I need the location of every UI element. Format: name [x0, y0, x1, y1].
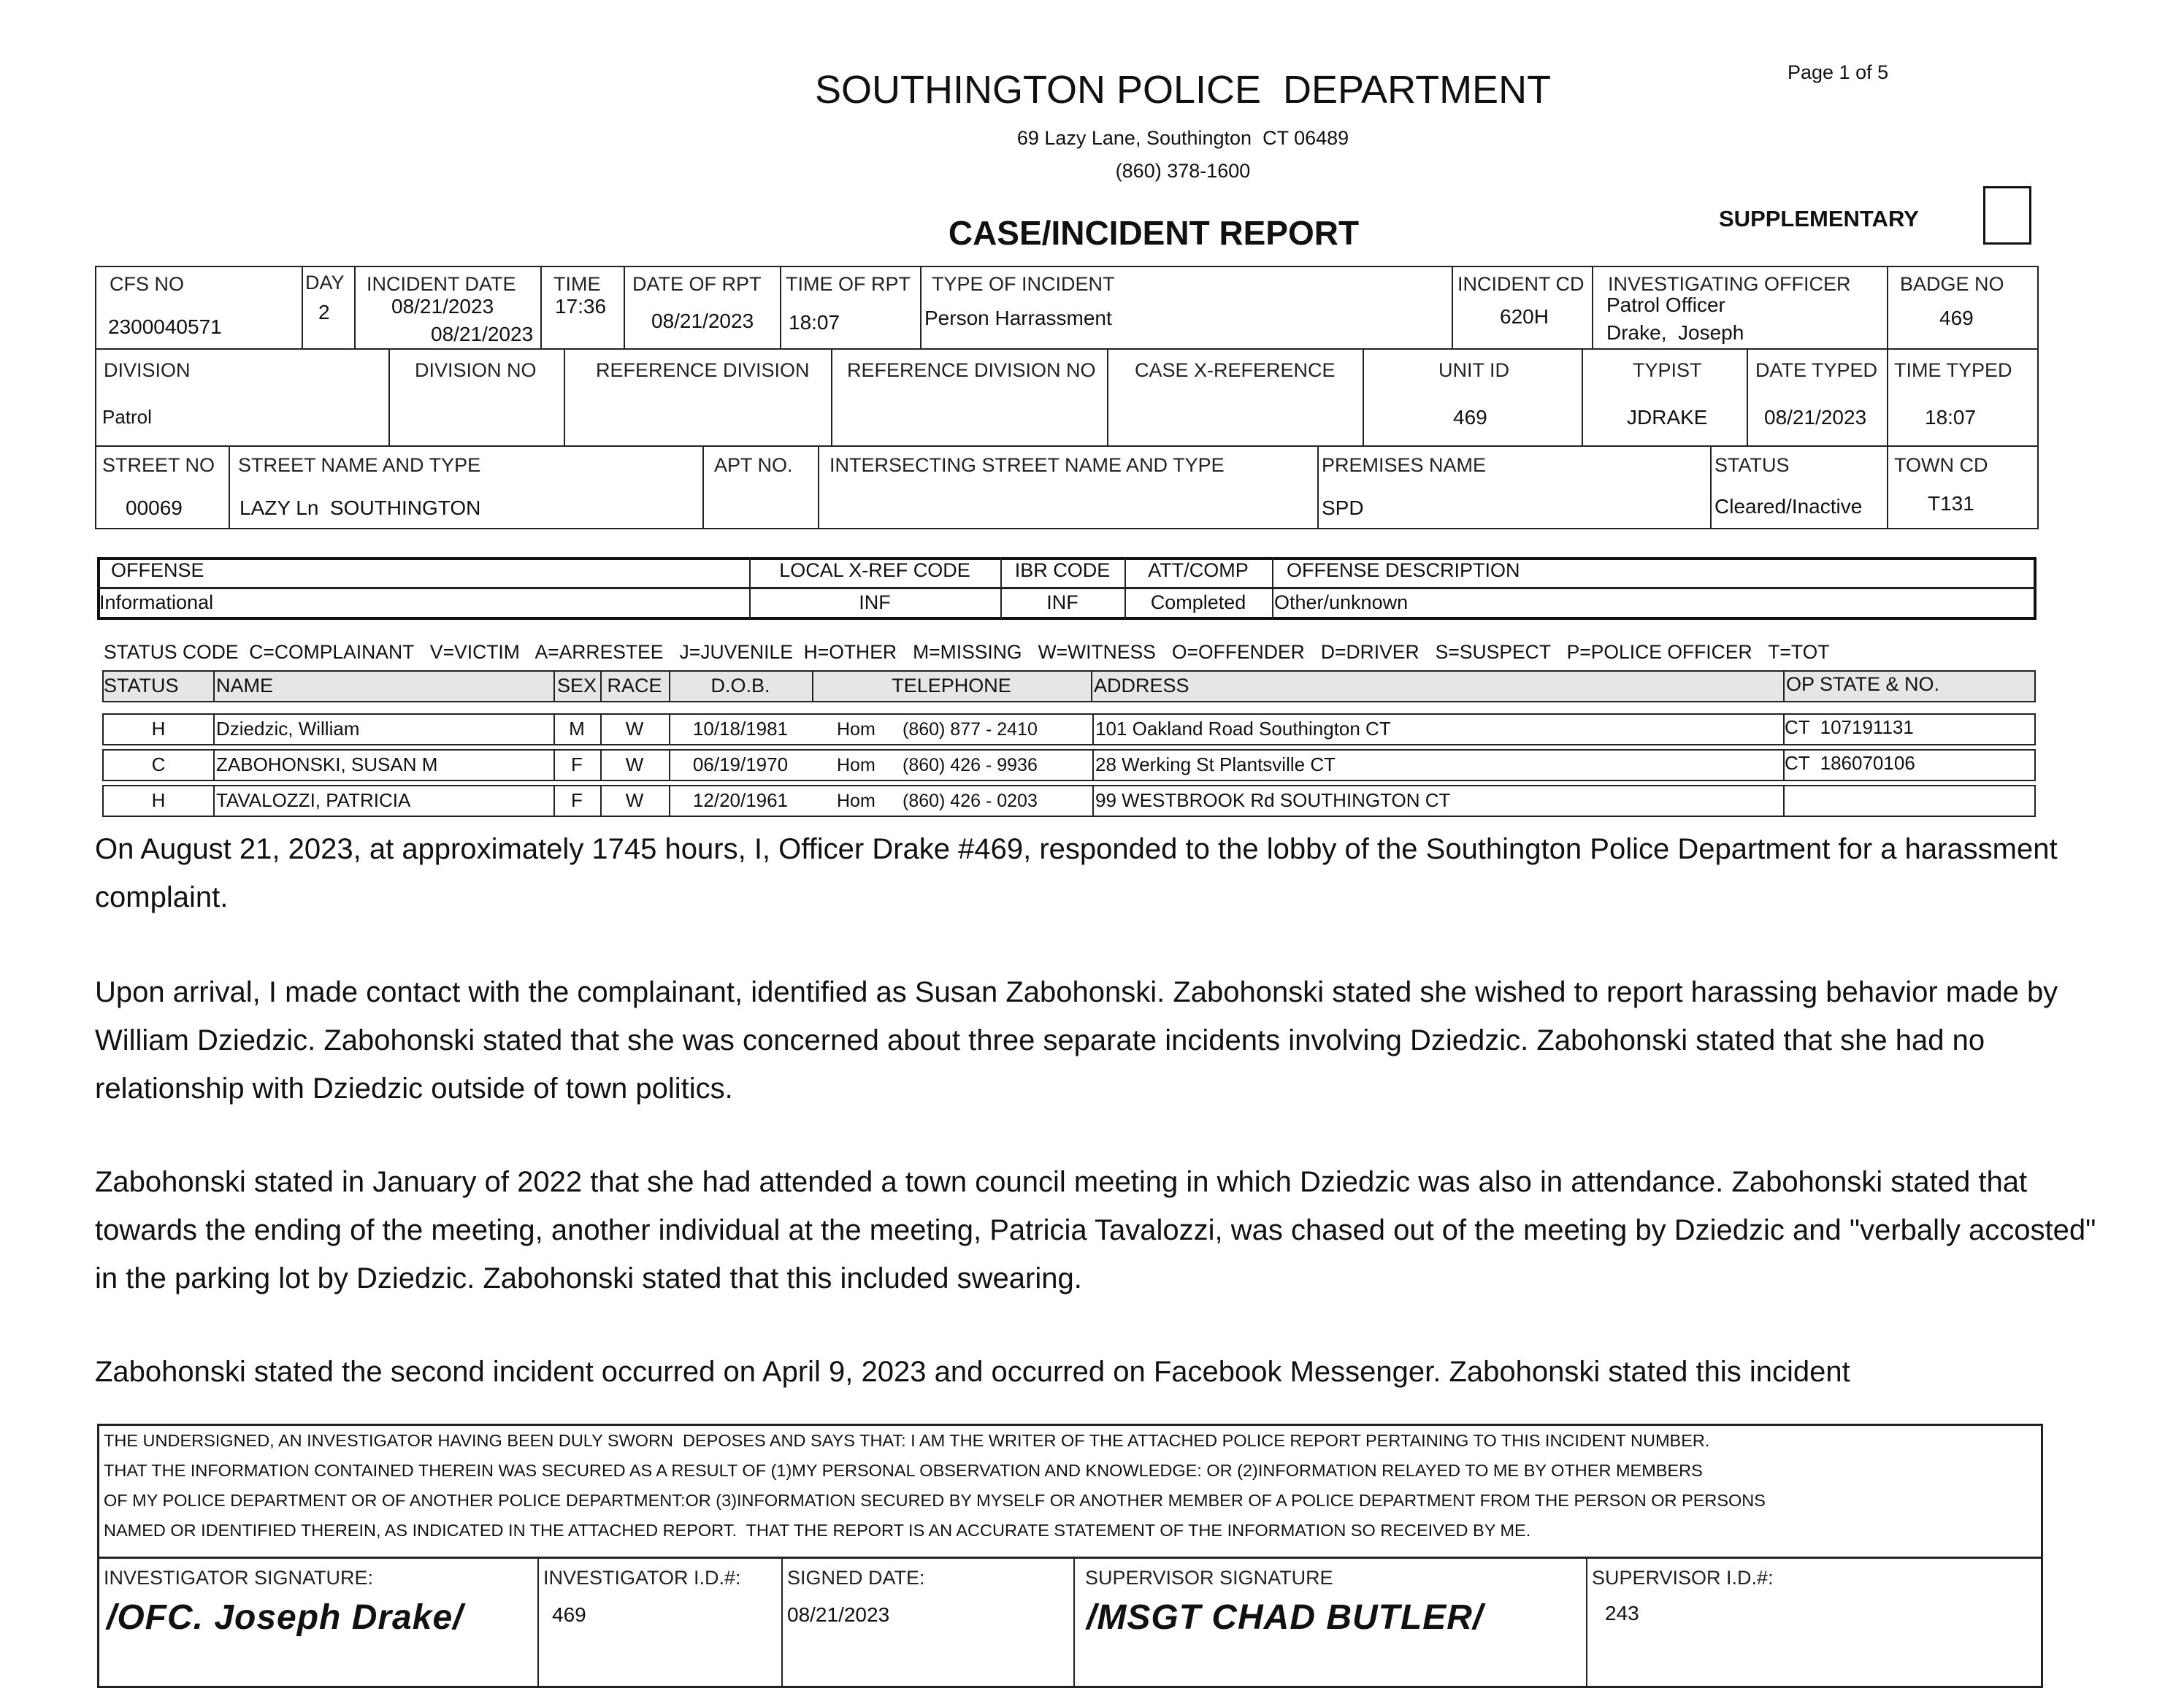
person-name: TAVALOZZI, PATRICIA — [216, 789, 411, 811]
reference-division-no-label: REFERENCE DIVISION NO — [847, 359, 1096, 381]
offense-label: OFFENSE — [111, 559, 204, 581]
supervisor-signature-label: SUPERVISOR SIGNATURE — [1085, 1567, 1333, 1589]
officer-title: Patrol Officer — [1606, 294, 1725, 316]
agency-address: 69 Lazy Lane, Southington CT 06489 — [1016, 127, 1349, 149]
person-race: W — [625, 789, 644, 811]
supplementary-checkbox[interactable] — [1983, 186, 2031, 245]
apt-no-label: APT NO. — [714, 454, 793, 476]
table-row — [102, 713, 2036, 745]
cfs-no-label: CFS NO — [110, 273, 185, 295]
time-typed-value: 18:07 — [1925, 406, 1977, 429]
intersecting-street-label: INTERSECTING STREET NAME AND TYPE — [829, 454, 1225, 476]
persons-telephone-header: TELEPHONE — [892, 675, 1011, 697]
time-of-rpt-label: TIME OF RPT — [786, 273, 911, 295]
local-xref-value: INF — [859, 591, 891, 613]
affidavit-line-2: THAT THE INFORMATION CONTAINED THEREIN WAS SECURED AS A RESULT OF (1)MY PERSONAL OBSERVATION AND KNOWLEDGE: OR (2)INFORMATION RELAYED TO ME BY OTHER MEMBERS — [104, 1461, 1703, 1480]
table-row — [102, 785, 2036, 817]
narrative-paragraph-2: Upon arrival, I made contact with the complainant, identified as Susan Zabohonski. Zabohonski stated she wished to report harassing behavior made by William Dziedzic. Zabohonski stated that she was concerned about three separate incidents involving Dziedzic. Zabohonski stated that she had no relationship with Dziedzic outside of town politics. — [95, 976, 2058, 1105]
persons-sex-header: SEX — [556, 675, 597, 697]
agency-phone: (860) 378-1600 — [1115, 160, 1251, 182]
unit-id-value: 469 — [1453, 406, 1487, 429]
typist-value: JDRAKE — [1627, 406, 1708, 429]
type-of-incident-label: TYPE OF INCIDENT — [932, 273, 1115, 295]
affidavit-line-4: NAMED OR IDENTIFIED THEREIN, AS INDICATED IN THE ATTACHED REPORT. THAT THE REPORT IS AN ACCURATE STATEMENT OF THE INFORMATION SO RECEIVED BY ME. — [104, 1521, 1531, 1540]
person-address: 99 WESTBROOK Rd SOUTHINGTON CT — [1095, 789, 1451, 811]
reference-division-label: REFERENCE DIVISION — [596, 359, 810, 381]
officer-name: Drake, Joseph — [1606, 321, 1744, 344]
att-comp-label: ATT/COMP — [1148, 559, 1249, 581]
street-no-label: STREET NO — [102, 454, 215, 476]
type-of-incident-value: Person Harrassment — [924, 307, 1112, 329]
time-of-rpt-value: 18:07 — [789, 311, 840, 334]
report-title: CASE/INCIDENT REPORT — [948, 214, 1360, 252]
persons-name-header: NAME — [216, 675, 274, 697]
status-code-legend: STATUS CODE C=COMPLAINANT V=VICTIM A=ARRESTEE J=JUVENILE H=OTHER M=MISSING W=WITNESS O=OFFENDER D=DRIVER S=SUSPECT P=POLICE OFFICER T=TOT — [104, 641, 1830, 663]
person-status: H — [151, 789, 166, 811]
investigator-id-value: 469 — [552, 1603, 586, 1626]
person-name: Dziedzic, William — [216, 718, 360, 740]
time-typed-label: TIME TYPED — [1894, 359, 2012, 381]
street-no-value: 00069 — [126, 496, 183, 519]
narrative-paragraph-3: Zabohonski stated in January of 2022 that she had attended a town council meeting in which Dziedzic was also in attendance. Zabohonski stated that towards the ending of the meeting, another individual at the meeting, Patricia Tavalozzi, was chased out of the meeting by Dziedzic and "verbally accosted" in the parking lot by Dziedzic. Zabohonski stated that this included swearing. — [95, 1166, 2096, 1294]
premises-name-value: SPD — [1322, 496, 1364, 519]
person-address: 101 Oakland Road Southington CT — [1095, 718, 1391, 740]
town-cd-value: T131 — [1928, 492, 1974, 515]
incident-cd-label: INCIDENT CD — [1457, 273, 1585, 295]
cfs-no-value: 2300040571 — [108, 315, 222, 338]
badge-no-value: 469 — [1939, 307, 1974, 329]
day-value: 2 — [318, 301, 330, 323]
incident-date-value-2: 08/21/2023 — [431, 323, 534, 345]
date-typed-value: 08/21/2023 — [1764, 406, 1867, 429]
date-of-rpt-label: DATE OF RPT — [632, 273, 762, 295]
person-sex: F — [571, 789, 583, 811]
persons-op-header: OP STATE & NO. — [1786, 673, 1940, 695]
typist-label: TYPIST — [1633, 359, 1702, 381]
person-sex: M — [569, 718, 585, 740]
person-phone-type: Hom — [837, 755, 875, 775]
incident-date-label: INCIDENT DATE — [367, 273, 516, 295]
persons-status-header: STATUS — [104, 675, 179, 697]
division-label: DIVISION — [104, 359, 191, 381]
page-number: Page 1 of 5 — [1788, 61, 1889, 83]
badge-no-label: BADGE NO — [1900, 273, 2004, 295]
offense-description-value: Other/unknown — [1274, 591, 1409, 613]
person-phone-type: Hom — [837, 719, 875, 740]
town-cd-label: TOWN CD — [1894, 454, 1988, 476]
person-dob: 06/19/1970 — [692, 753, 789, 775]
premises-name-label: PREMISES NAME — [1322, 454, 1487, 476]
investigating-officer-label: INVESTIGATING OFFICER — [1608, 273, 1851, 295]
ibr-code-value: INF — [1046, 591, 1078, 613]
narrative-paragraph-4: Zabohonski stated the second incident occurred on April 9, 2023 and occurred on Facebook Messenger. Zabohonski stated this incident — [95, 1356, 1850, 1388]
narrative-paragraph-1: On August 21, 2023, at approximately 1745 hours, I, Officer Drake #469, responded to the lobby of the Southington Police Department for a harassment complaint. — [95, 833, 2058, 913]
street-name-value: LAZY Ln SOUTHINGTON — [240, 496, 481, 519]
affidavit-line-1: THE UNDERSIGNED, AN INVESTIGATOR HAVING BEEN DULY SWORN DEPOSES AND SAYS THAT: I AM THE WRITER OF THE ATTACHED POLICE REPORT PERTAINING TO THIS INCIDENT NUMBER. — [104, 1431, 1710, 1450]
offense-value: Informational — [99, 591, 214, 613]
persons-dob-header: D.O.B. — [710, 675, 770, 697]
signed-date-value: 08/21/2023 — [787, 1603, 890, 1626]
time-label: TIME — [553, 273, 601, 295]
case-x-reference-label: CASE X-REFERENCE — [1135, 359, 1336, 381]
investigator-id-label: INVESTIGATOR I.D.#: — [543, 1567, 741, 1589]
persons-race-header: RACE — [607, 675, 662, 697]
agency-title: SOUTHINGTON POLICE DEPARTMENT — [814, 68, 1552, 112]
supervisor-signature: /MSGT CHAD BUTLER/ — [1087, 1598, 1484, 1637]
offense-description-label: OFFENSE DESCRIPTION — [1287, 559, 1520, 581]
affidavit-line-3: OF MY POLICE DEPARTMENT OR OF ANOTHER POLICE DEPARTMENT:OR (3)INFORMATION SECURED BY MYSELF OR ANOTHER MEMBER OF A POLICE DEPARTMENT FROM THE PERSON OR PERSONS — [104, 1491, 1766, 1510]
person-phone: (860) 426 - 0203 — [903, 791, 1038, 811]
person-status: H — [151, 718, 166, 740]
att-comp-value: Completed — [1150, 591, 1246, 613]
ibr-code-label: IBR CODE — [1014, 559, 1111, 581]
unit-id-label: UNIT ID — [1438, 359, 1510, 381]
day-label: DAY — [305, 272, 345, 294]
person-race: W — [625, 753, 644, 775]
date-typed-label: DATE TYPED — [1755, 359, 1878, 381]
person-phone: (860) 877 - 2410 — [903, 719, 1038, 740]
status-label: STATUS — [1714, 454, 1790, 476]
person-dob: 10/18/1981 — [692, 718, 789, 740]
supervisor-id-label: SUPERVISOR I.D.#: — [1592, 1567, 1774, 1589]
person-status: C — [151, 753, 166, 775]
person-race: W — [625, 718, 644, 740]
person-phone-type: Hom — [837, 791, 875, 811]
signed-date-label: SIGNED DATE: — [787, 1567, 925, 1589]
time-value: 17:36 — [555, 295, 607, 318]
date-of-rpt-value: 08/21/2023 — [651, 310, 754, 332]
person-address: 28 Werking St Plantsville CT — [1095, 753, 1336, 775]
person-name: ZABOHONSKI, SUSAN M — [216, 753, 438, 775]
person-sex: F — [571, 753, 583, 775]
incident-date-value-1: 08/21/2023 — [391, 295, 494, 318]
investigator-signature: /OFC. Joseph Drake/ — [107, 1598, 464, 1637]
person-dob: 12/20/1961 — [692, 789, 789, 811]
supervisor-id-value: 243 — [1605, 1602, 1639, 1624]
investigator-signature-label: INVESTIGATOR SIGNATURE: — [104, 1567, 374, 1589]
status-value: Cleared/Inactive — [1714, 495, 1863, 518]
table-row — [102, 749, 2036, 781]
street-name-label: STREET NAME AND TYPE — [238, 454, 481, 476]
local-xref-label: LOCAL X-REF CODE — [779, 559, 970, 581]
person-op: CT 107191131 — [1785, 716, 1914, 738]
persons-address-header: ADDRESS — [1094, 675, 1189, 697]
incident-cd-value: 620H — [1500, 305, 1549, 328]
division-value: Patrol — [102, 406, 152, 428]
division-no-label: DIVISION NO — [415, 359, 537, 381]
supplementary-label: SUPPLEMENTARY — [1719, 206, 1919, 231]
person-op: CT 186070106 — [1785, 752, 1915, 774]
person-phone: (860) 426 - 9936 — [903, 755, 1038, 775]
